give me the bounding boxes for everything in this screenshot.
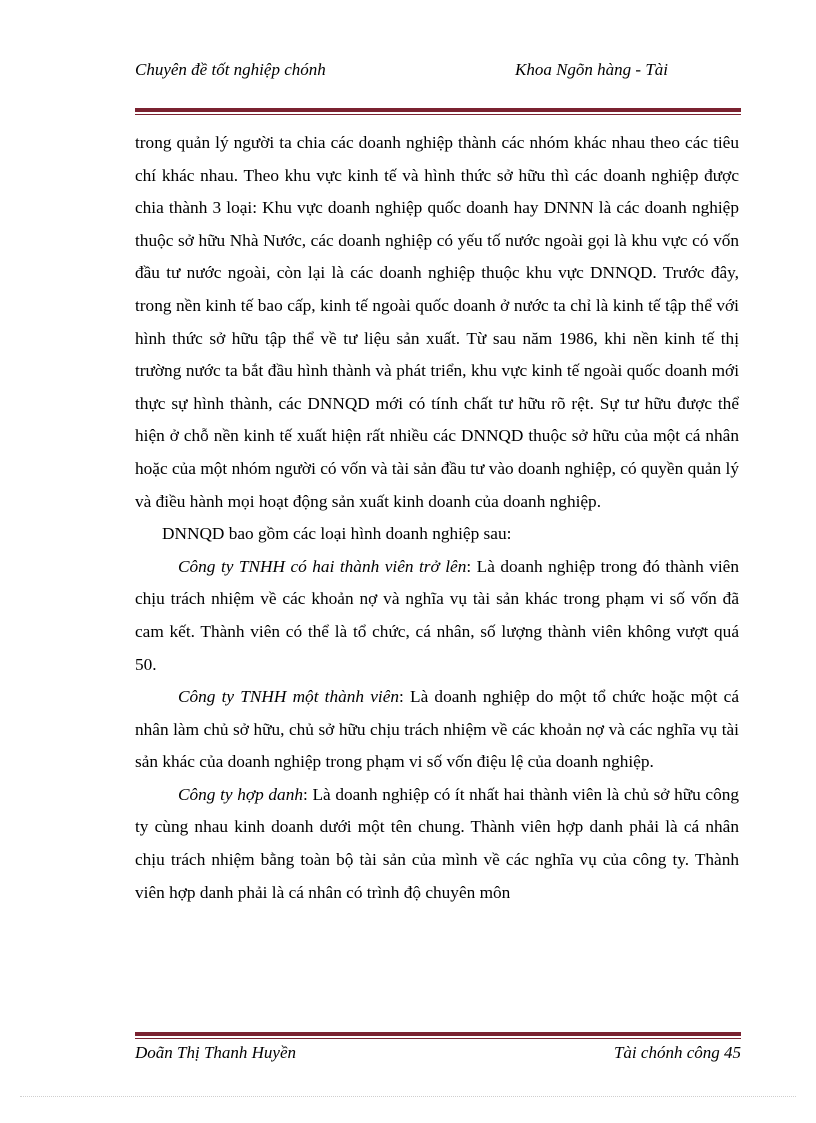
definition-partnership: : Là doanh nghiệp có ít nhất hai thành viên là chủ sở hữu công ty cùng nhau kinh doanh dưới một tên chung. Thành viên hợp danh phải là cá nhân chịu trách nhiệm bằng toàn bộ tài sản của mình về các nghĩa vụ của công ty. Thành viên hợp danh phải là cá nhân có trình độ chuyên môn	[135, 784, 740, 902]
definition-single-member-llc: : Là doanh nghiệp do một tổ chức hoặc một cá nhân làm chủ sở hữu, chủ sở hữu chịu trách nhiệm về các khoản nợ và các nghĩa vụ tài sản khác của doanh nghiệp trong phạm vi số vốn điệu lệ của doanh nghiệp.	[135, 687, 739, 772]
term-single-member-llc: Công ty TNHH một thành viên	[178, 687, 400, 707]
body-text	[135, 127, 739, 909]
footer-author: Doãn Thị Thanh Huyền	[135, 1043, 297, 1062]
footer-rule	[135, 1032, 741, 1039]
header-faculty: Khoa Ngõn hàng - Tài	[515, 60, 669, 79]
paragraph-multi-member-llc	[135, 551, 739, 681]
term-partnership: Công ty hợp danh	[178, 784, 303, 804]
term-multi-member-llc: Công ty TNHH có hai thành viên trở lên	[178, 556, 467, 576]
footer-class-page: Tài chónh công 45	[613, 1043, 741, 1062]
paragraph-single-member-llc	[135, 681, 739, 779]
paragraph-partnership	[135, 779, 739, 909]
paragraph-types-list-intro: DNNQD bao gồm các loại hình doanh nghiệp sau:	[162, 524, 512, 544]
header-rule	[135, 108, 741, 115]
page-bottom-divider	[20, 1096, 796, 1097]
header-document-type: Chuyên đề tốt nghiệp chónh	[135, 60, 326, 79]
paragraph-intro: trong quản lý người ta chia các doanh nghiệp thành các nhóm khác nhau theo các tiêu chí khác nhau. Theo khu vực kinh tế và hình thức sở hữu thì các doanh nghiệp được chia thành 3 loại: Khu vực doanh nghiệp quốc doanh hay DNNN là các doanh nghiệp thuộc sở hữu Nhà Nước, các doanh nghiệp có yếu tố nước ngoài gọi là khu vực có vốn đầu tư nước ngoài, còn lại là các doanh nghiệp thuộc khu vực DNNQD. Trước đây, trong nền kinh tế bao cấp, kinh tế ngoài quốc doanh ở nước ta chỉ là kinh tế tập thể với hình thức sở hữu tập thể về tư liệu sản xuất. Từ sau năm 1986, khi nền kinh tế thị trường nước ta bắt đầu hình thành và phát triển, khu vực kinh tế ngoài quốc doanh mới thực sự hình thành, các DNNQD mới có tính chất tư hữu rõ rệt. Sự tư hữu được thể hiện ở chỗ nền kinh tế xuất hiện rất nhiều các DNNQD thuộc sở hữu của một cá nhân hoặc của một nhóm người có vốn và tài sản đầu tư vào doanh nghiệp, có quyền quản lý và điều hành mọi hoạt động sản xuất kinh doanh của doanh nghiệp.	[135, 133, 739, 511]
page-header	[135, 58, 741, 108]
definition-multi-member-llc: : Là doanh nghiệp trong đó thành viên chịu trách nhiệm về các khoản nợ và nghĩa vụ tài sản khác trong phạm vi số vốn đã cam kết. Thành viên có thể là tổ chức, cá nhân, số lượng thành viên không vượt quá 50.	[135, 556, 739, 674]
